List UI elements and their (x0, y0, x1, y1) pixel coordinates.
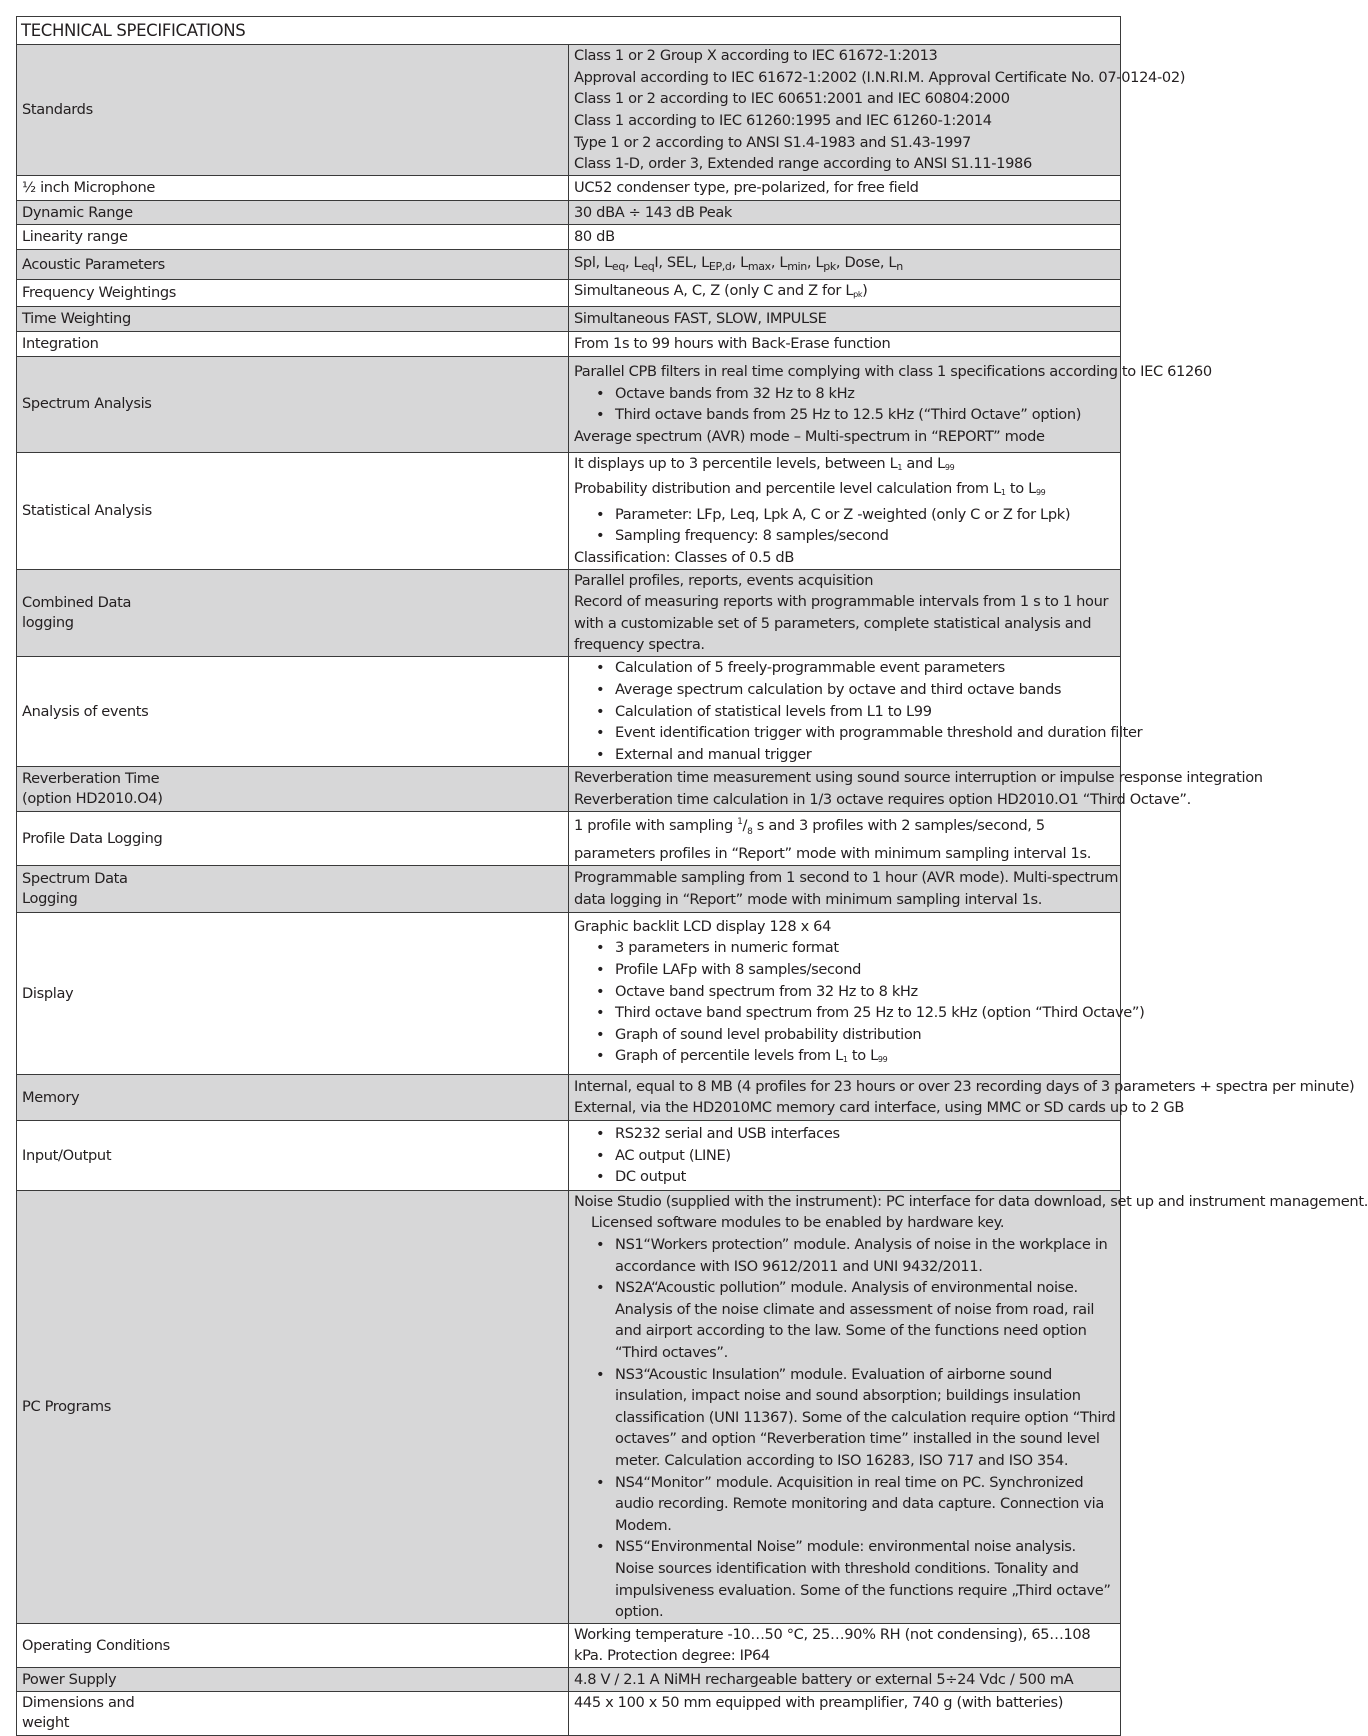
bullet-item: • RS232 serial and USB interfaces (574, 1123, 1120, 1145)
text: It displays up to 3 percentile levels, between L (574, 454, 898, 472)
value-combined-data-logging (569, 569, 1121, 656)
text: Probability distribution and percentile level calculation from L (574, 480, 1001, 498)
standards-line: Class 1-D, order 3, Extended range according to ANSI S1.11-1986 (574, 155, 1032, 173)
sub: 1 (842, 1055, 848, 1065)
bullet-item: • NS4“Monitor” module. Acquisition in real time on PC. Synchronized audio recording. Remote monitoring and data capture. Connection via Modem. (574, 1472, 1120, 1537)
param-lpk-sub: pk (823, 259, 836, 273)
param-leq-sub: eq (611, 259, 625, 273)
value-statistical-analysis (569, 452, 1121, 569)
value-time-weighting: Simultaneous FAST, SLOW, IMPULSE (569, 306, 1121, 331)
row-frequency-weightings (17, 280, 1121, 307)
pc-line: Noise Studio (supplied with the instrument): PC interface for data download, set up and instrument management. (574, 1192, 1368, 1210)
bullet-item: • Event identification trigger with programmable threshold and duration filter (574, 722, 1120, 744)
label-input-output: Input/Output (17, 1120, 569, 1190)
param-spl: Spl, (574, 253, 605, 271)
sub: 99 (877, 1055, 888, 1065)
bullet-item: • DC output (574, 1166, 1120, 1188)
value-pc-programs (569, 1190, 1368, 1623)
row-power-supply (17, 1667, 1121, 1691)
row-operating-conditions (17, 1623, 1121, 1667)
param-lmin: L (779, 253, 788, 271)
row-dynamic-range (17, 201, 1121, 225)
value-display (569, 912, 1145, 1074)
bullet-item (574, 1045, 1120, 1071)
value-dimensions: 445 x 100 x 50 mm equipped with preamplifier, 740 g (with batteries) (569, 1691, 1121, 1735)
table-title-row (17, 17, 1121, 45)
value-integration: From 1s to 99 hours with Back-Erase function (569, 331, 1121, 356)
value-profile-data-logging (569, 811, 1121, 865)
value-frequency-weightings (569, 280, 1121, 307)
sub: 99 (944, 462, 955, 472)
separator: , SEL, (658, 253, 702, 271)
reverberation-line: Reverberation time calculation in 1/3 octave requires option HD2010.O1 “Third Octave”. (574, 790, 1191, 808)
bullet-item: • Sampling frequency: 8 samples/second (574, 525, 1120, 547)
label-line: weight (22, 1714, 70, 1732)
separator: , (770, 253, 780, 271)
fraction-denominator: 8 (747, 826, 753, 837)
text: s and 3 profiles with 2 samples/second, 5 parameters profiles in “Report” mode with minimum sampling interval 1s. (574, 816, 1092, 863)
frequency-close: ) (862, 282, 868, 299)
label-memory: Memory (17, 1074, 569, 1120)
label-pc-programs: PC Programs (17, 1190, 569, 1623)
display-line: Graphic backlit LCD display 128 x 64 (574, 917, 832, 935)
reverberation-line: Reverberation time measurement using sound source interruption or impulse response integration (574, 769, 1263, 787)
label-acoustic-parameters: Acoustic Parameters (17, 250, 569, 280)
text: to L (1005, 480, 1036, 498)
value-operating-conditions: Working temperature -10…50 °C, 25…90% RH (not condensing), 65…108 kPa. Protection degree: IP64 (569, 1623, 1121, 1667)
combined-line: Record of measuring reports with programmable intervals from 1 s to 1 hour with a customizable set of 5 parameters, complete statistical analysis and frequency spectra. (574, 593, 1109, 654)
value-spectrum-data-logging (569, 865, 1121, 912)
statistical-line (574, 453, 1120, 479)
memory-line: External, via the HD2010MC memory card interface, using MMC or SD cards up to 2 GB (574, 1099, 1185, 1117)
memory-line: Internal, equal to 8 MB (4 profiles for 23 hours or over 23 recording days of 3 parameters + spectra per minute) (574, 1077, 1355, 1095)
bullet-item: • Profile LAFp with 8 samples/second (574, 959, 1120, 981)
text: Graph of percentile levels from L (615, 1047, 843, 1065)
value-memory (569, 1074, 1355, 1120)
separator: , Dose, (835, 253, 889, 271)
frequency-sub: pk (853, 290, 863, 299)
value-input-output (569, 1120, 1121, 1190)
frequency-text: Simultaneous A, C, Z (only C and Z for L (574, 282, 854, 299)
row-integration (17, 331, 1121, 356)
separator: , (624, 253, 634, 271)
bullet-item: • AC output (LINE) (574, 1145, 1120, 1167)
label-integration: Integration (17, 331, 569, 356)
label-time-weighting: Time Weighting (17, 306, 569, 331)
label-line: logging (22, 613, 74, 631)
row-pc-programs (17, 1190, 1121, 1623)
param-ln: L (888, 253, 897, 271)
standards-line: Class 1 or 2 Group X according to IEC 61672-1:2013 (574, 47, 938, 65)
label-operating-conditions: Operating Conditions (17, 1623, 569, 1667)
row-statistical-analysis (17, 452, 1121, 569)
bullet-item: • Third octave bands from 25 Hz to 12.5 kHz (“Third Octave” option) (574, 404, 1120, 426)
profile-text: 1 profile with sampling $^1/_8$ s and 3 profiles with 2 samples/second, 5 parameters profiles in “Report” mode with minimum sampling interval 1s. (574, 816, 1092, 863)
label-power-supply: Power Supply (17, 1667, 569, 1691)
row-input-output (17, 1120, 1121, 1190)
value-analysis-of-events (569, 656, 1143, 766)
sub: 1 (1000, 488, 1006, 498)
param-lep: L (701, 253, 709, 271)
row-linearity (17, 225, 1121, 250)
row-standards (17, 45, 1121, 176)
param-lpk: L (815, 253, 824, 271)
label-combined-data-logging (17, 569, 569, 656)
value-acoustic-parameters (569, 250, 1121, 280)
value-reverberation-time (569, 766, 1263, 811)
param-leqi: L (633, 253, 642, 271)
bullet-item: • NS5“Environmental Noise” module: environmental noise analysis. Noise sources identification with threshold conditions. Tonality and impulsiveness evaluation. Some of the functions require „Third octave” option. (574, 1536, 1120, 1622)
param-ln-sub: n (896, 259, 903, 273)
label-dynamic-range: Dynamic Range (17, 201, 569, 225)
bullet-item: • Octave bands from 32 Hz to 8 kHz (574, 383, 1120, 405)
row-spectrum-analysis (17, 356, 1121, 452)
bullet-item: • Parameter: LFp, Leq, Lpk A, C or Z -weighted (only C or Z for Lpk) (574, 504, 1120, 526)
standards-line: Class 1 according to IEC 61260:1995 and IEC 61260-1:2014 (574, 112, 992, 129)
standards-line: Class 1 or 2 according to IEC 60651:2001 and IEC 60804:2000 (574, 90, 1010, 108)
label-line: Logging (22, 889, 78, 907)
label-linearity: Linearity range (17, 225, 569, 250)
label-line: Reverberation Time (22, 769, 160, 787)
label-microphone: ½ inch Microphone (17, 176, 569, 201)
sub: 1 (897, 462, 903, 472)
value-linearity: 80 dB (569, 225, 1121, 250)
row-analysis-of-events (17, 656, 1121, 766)
standards-line: Approval according to IEC 61672-1:2002 (I.N.RI.M. Approval Certificate No. 07-0124-02) (574, 68, 1186, 86)
value-power-supply: 4.8 V / 2.1 A NiMH rechargeable battery or external 5÷24 Vdc / 500 mA (569, 1667, 1121, 1691)
row-time-weighting (17, 306, 1121, 331)
row-acoustic-parameters (17, 250, 1121, 280)
separator: , (806, 253, 816, 271)
label-spectrum-data-logging (17, 865, 569, 912)
technical-specifications-table (16, 16, 1368, 1736)
separator: , (731, 253, 741, 271)
row-memory (17, 1074, 1121, 1120)
param-leqi-sub: eq (641, 259, 655, 273)
bullet-item: • 3 parameters in numeric format (574, 937, 1120, 959)
label-dimensions (17, 1691, 569, 1735)
fraction-numerator: 1 (737, 816, 743, 827)
label-frequency-weightings: Frequency Weightings (17, 280, 569, 307)
value-spectrum-analysis (569, 356, 1212, 452)
label-reverberation-time (17, 766, 569, 811)
param-lmax-sub: max (747, 259, 771, 273)
label-line: Dimensions and (22, 1694, 135, 1712)
bullet-item: • Average spectrum calculation by octave and third octave bands (574, 679, 1120, 701)
text: to L (847, 1047, 878, 1065)
statistical-line (574, 478, 1120, 504)
bullet-item: • NS1“Workers protection” module. Analysis of noise in the workplace in accordance with ISO 9612/2011 and UNI 9432/2011. (574, 1234, 1120, 1277)
row-reverberation-time (17, 766, 1121, 811)
row-spectrum-data-logging (17, 865, 1121, 912)
param-lep-sub: EP,d (708, 259, 732, 273)
label-statistical-analysis: Statistical Analysis (17, 452, 569, 569)
value-dynamic-range: 30 dBA ÷ 143 dB Peak (569, 201, 1121, 225)
param-leq: L (604, 253, 612, 271)
label-line: Combined Data (22, 593, 132, 611)
pc-line: Licensed software modules to be enabled by hardware key. (591, 1214, 1005, 1232)
bullet-item: • NS2A“Acoustic pollution” module. Analysis of environmental noise. Analysis of the noise climate and assessment of noise from road, rail and airport according to the law. Some of the functions need option “Third octaves”. (574, 1277, 1120, 1363)
spectrum-logging-text: Programmable sampling from 1 second to 1 hour (AVR mode). Multi-spectrum data logging in “Report” mode with minimum sampling interval 1s. (574, 869, 1119, 908)
label-spectrum-analysis: Spectrum Analysis (17, 356, 569, 452)
param-leqi-i: I (654, 253, 659, 271)
value-microphone: UC52 condenser type, pre-polarized, for free field (569, 176, 1121, 201)
combined-line: Parallel profiles, reports, events acquisition (574, 571, 874, 589)
bullet-item: • Graph of sound level probability distribution (574, 1024, 1120, 1046)
statistical-line: Classification: Classes of 0.5 dB (574, 548, 795, 566)
standards-line: Type 1 or 2 according to ANSI S1.4-1983 and S1.43-1997 (574, 133, 971, 151)
param-lmax: L (740, 253, 748, 271)
row-combined-data-logging (17, 569, 1121, 656)
param-lmin-sub: min (787, 259, 807, 273)
label-analysis-of-events: Analysis of events (17, 656, 569, 766)
label-standards: Standards (17, 45, 569, 176)
row-microphone (17, 176, 1121, 201)
label-line: Spectrum Data (22, 869, 128, 887)
table-title: TECHNICAL SPECIFICATIONS (17, 17, 1121, 45)
bullet-item: • NS3“Acoustic Insulation” module. Evaluation of airborne sound insulation, impact noise and sound absorption; buildings insulation classification (UNI 11367). Some of the calculation require option “Third octaves” and option “Reverberation time” installed in the sound level meter. Calculation according to ISO 16283, ISO 717 and ISO 354. (574, 1364, 1120, 1472)
row-display (17, 912, 1121, 1074)
spectrum-line: Parallel CPB filters in real time complying with class 1 specifications according to IEC 61260 (574, 362, 1212, 380)
text: 1 profile with sampling (574, 816, 738, 834)
bullet-item: • Third octave band spectrum from 25 Hz to 12.5 kHz (option “Third Octave”) (574, 1002, 1120, 1024)
spectrum-line: Average spectrum (AVR) mode – Multi-spectrum in “REPORT” mode (574, 427, 1045, 445)
value-standards (569, 45, 1186, 176)
row-dimensions (17, 1691, 1121, 1735)
row-profile-data-logging (17, 811, 1121, 865)
label-profile-data-logging: Profile Data Logging (17, 811, 569, 865)
bullet-item: • External and manual trigger (574, 744, 1120, 766)
label-display: Display (17, 912, 569, 1074)
bullet-item: • Calculation of 5 freely-programmable event parameters (574, 657, 1120, 679)
sub: 99 (1035, 488, 1046, 498)
label-line: (option HD2010.O4) (22, 789, 163, 807)
bullet-item: • Calculation of statistical levels from L1 to L99 (574, 701, 1120, 723)
text: and L (902, 454, 945, 472)
bullet-item: • Octave band spectrum from 32 Hz to 8 kHz (574, 981, 1120, 1003)
